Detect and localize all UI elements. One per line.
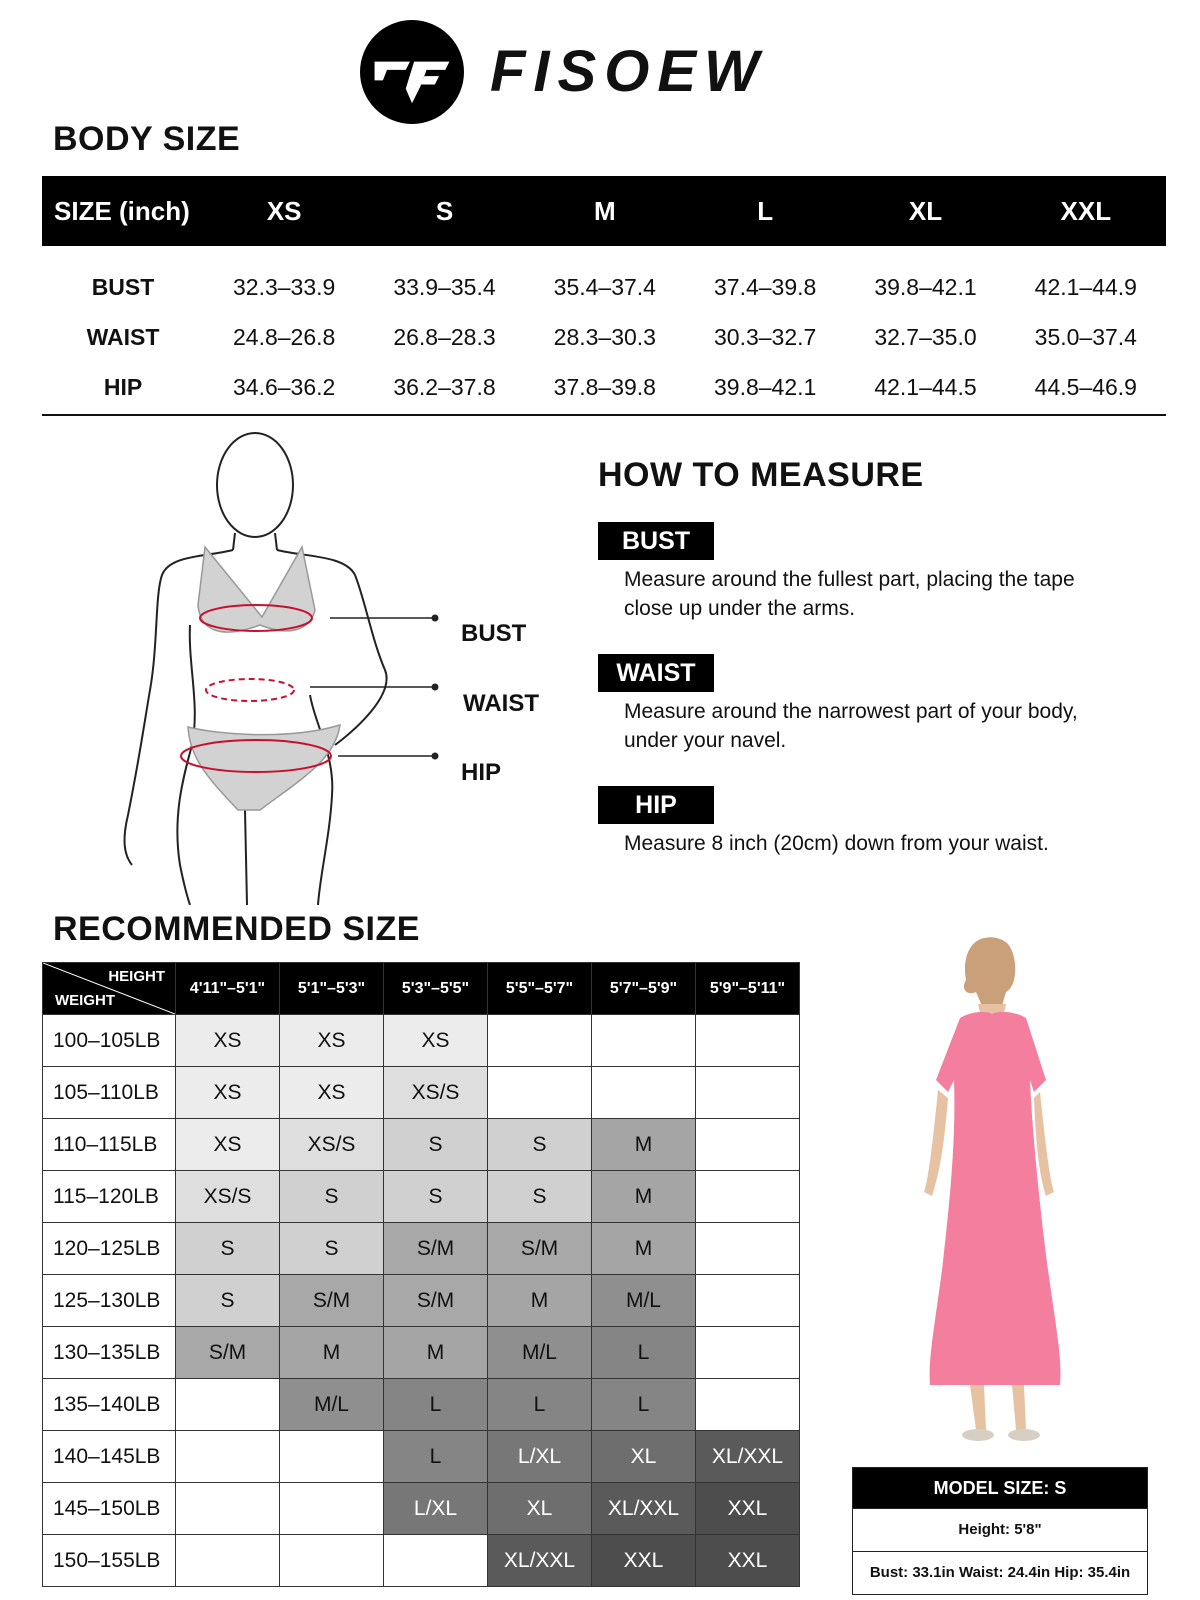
- recommended-size-cell: XL: [592, 1431, 696, 1483]
- measurement-label: WAIST: [86, 323, 160, 350]
- section-divider: [42, 414, 1166, 416]
- height-col: 5'9"–5'11": [696, 963, 800, 1015]
- measure-desc-hip: [624, 829, 1164, 858]
- recommended-size-cell: [696, 1119, 800, 1171]
- recommended-size-cell: XS: [280, 1015, 384, 1067]
- recommended-size-cell: [696, 1015, 800, 1067]
- height-col: 5'5"–5'7": [488, 963, 592, 1015]
- height-weight-corner: [43, 963, 176, 1015]
- measurement-value: 37.8–39.8: [553, 373, 656, 400]
- recommended-size-cell: L: [592, 1327, 696, 1379]
- weight-range: 115–120LB: [43, 1171, 176, 1223]
- recommended-size-cell: M: [592, 1119, 696, 1171]
- recommended-size-cell: [280, 1535, 384, 1587]
- recommended-size-cell: XS: [176, 1067, 280, 1119]
- recommended-size-cell: S/M: [176, 1327, 280, 1379]
- recommended-size-cell: L/XL: [488, 1431, 592, 1483]
- recommended-size-cell: [280, 1431, 384, 1483]
- table-row: [43, 1327, 800, 1379]
- body-size-table: [42, 176, 1166, 412]
- recommended-size-cell: [176, 1379, 280, 1431]
- figure-label-waist: WAIST: [463, 690, 539, 717]
- recommended-size-cell: XL/XXL: [488, 1535, 592, 1587]
- recommended-size-cell: [696, 1379, 800, 1431]
- table-row: [43, 1067, 800, 1119]
- measure-tag-hip: HIP: [598, 786, 714, 824]
- recommended-size-cell: [488, 1067, 592, 1119]
- recommended-size-cell: XS/S: [280, 1119, 384, 1171]
- recommended-size-cell: XXL: [592, 1535, 696, 1587]
- table-row: [43, 1223, 800, 1275]
- weight-range: 125–130LB: [43, 1275, 176, 1327]
- measure-desc-bust-line2: close up under the arms.: [624, 597, 856, 620]
- measurement-value: 34.6–36.2: [233, 373, 336, 400]
- size-col-m: M: [525, 176, 685, 246]
- measurement-label: HIP: [103, 373, 143, 400]
- measure-tag-waist: WAIST: [598, 654, 714, 692]
- table-row: [43, 1119, 800, 1171]
- recommended-size-cell: XS: [176, 1015, 280, 1067]
- recommended-size-cell: M: [280, 1327, 384, 1379]
- size-col-xxl: XXL: [1006, 176, 1166, 246]
- size-header-label: SIZE (inch): [42, 176, 204, 246]
- measurement-value: 26.8–28.3: [393, 323, 496, 350]
- measure-desc-bust-line1: Measure around the fullest part, placing the tape: [624, 568, 1075, 591]
- recommended-header-row: [43, 963, 800, 1015]
- recommended-size-cell: L: [384, 1431, 488, 1483]
- weight-range: 150–155LB: [43, 1535, 176, 1587]
- recommended-size-cell: XS: [280, 1067, 384, 1119]
- body-size-row-bust: [42, 246, 1166, 312]
- height-col: 5'1"–5'3": [280, 963, 384, 1015]
- recommended-size-cell: [488, 1015, 592, 1067]
- table-row: [43, 1171, 800, 1223]
- measure-desc-waist-line1: Measure around the narrowest part of your body,: [624, 700, 1078, 723]
- corner-weight-label: WEIGHT: [55, 992, 115, 1009]
- recommended-size-cell: S: [280, 1223, 384, 1275]
- model-size-label: MODEL SIZE: S: [853, 1468, 1147, 1508]
- measurement-value: 39.8–42.1: [874, 273, 977, 300]
- measurement-value: 24.8–26.8: [233, 323, 336, 350]
- recommended-size-cell: S/M: [384, 1275, 488, 1327]
- brand-name: FISOEW: [490, 39, 767, 104]
- recommended-size-cell: [592, 1015, 696, 1067]
- body-size-row-waist: [42, 312, 1166, 362]
- recommended-size-cell: XS/S: [176, 1171, 280, 1223]
- recommended-size-cell: L/XL: [384, 1483, 488, 1535]
- recommended-size-cell: [176, 1431, 280, 1483]
- weight-range: 145–150LB: [43, 1483, 176, 1535]
- body-size-header-row: [42, 176, 1166, 246]
- table-row: [43, 1431, 800, 1483]
- recommended-size-cell: [280, 1483, 384, 1535]
- table-row: [43, 1483, 800, 1535]
- recommended-size-cell: M: [592, 1171, 696, 1223]
- recommended-size-cell: L: [488, 1379, 592, 1431]
- size-col-xl: XL: [845, 176, 1005, 246]
- how-to-measure-title: HOW TO MEASURE: [598, 456, 924, 494]
- recommended-size-table: [42, 962, 800, 1587]
- recommended-size-cell: [696, 1171, 800, 1223]
- weight-range: 140–145LB: [43, 1431, 176, 1483]
- measurement-value: 42.1–44.5: [874, 373, 977, 400]
- recommended-size-cell: S/M: [384, 1223, 488, 1275]
- weight-range: 105–110LB: [43, 1067, 176, 1119]
- recommended-size-cell: XS/S: [384, 1067, 488, 1119]
- measurement-value: 37.4–39.8: [713, 273, 817, 300]
- table-row: [43, 1015, 800, 1067]
- recommended-size-cell: XL/XXL: [696, 1431, 800, 1483]
- recommended-size-cell: S/M: [280, 1275, 384, 1327]
- measurement-value: 35.4–37.4: [553, 273, 656, 300]
- recommended-size-title: RECOMMENDED SIZE: [53, 910, 420, 948]
- measurement-value: 30.3–32.7: [713, 323, 817, 350]
- recommended-size-cell: L: [384, 1379, 488, 1431]
- body-size-title: BODY SIZE: [53, 120, 241, 158]
- size-col-l: L: [685, 176, 845, 246]
- measure-tag-bust: BUST: [598, 522, 714, 560]
- measurement-value: 28.3–30.3: [553, 323, 656, 350]
- weight-range: 110–115LB: [43, 1119, 176, 1171]
- figure-label-hip: HIP: [461, 759, 502, 786]
- recommended-size-cell: M: [384, 1327, 488, 1379]
- recommended-size-cell: XL/XXL: [592, 1483, 696, 1535]
- measurement-value: 32.7–35.0: [874, 323, 977, 350]
- height-col: 4'11"–5'1": [176, 963, 280, 1015]
- recommended-size-cell: S: [384, 1119, 488, 1171]
- recommended-size-cell: M: [488, 1275, 592, 1327]
- recommended-size-cell: XXL: [696, 1535, 800, 1587]
- weight-range: 130–135LB: [43, 1327, 176, 1379]
- measurement-value: 44.5–46.9: [1034, 373, 1137, 400]
- body-size-row-hip: [42, 362, 1166, 412]
- measurement-value: 35.0–37.4: [1034, 323, 1137, 350]
- recommended-size-cell: [384, 1535, 488, 1587]
- recommended-size-cell: [696, 1223, 800, 1275]
- recommended-size-cell: [176, 1483, 280, 1535]
- model-height: Height: 5'8": [853, 1508, 1147, 1551]
- recommended-size-cell: XL: [488, 1483, 592, 1535]
- measure-desc-waist-line2: under your navel.: [624, 729, 787, 752]
- recommended-size-cell: S: [384, 1171, 488, 1223]
- measurement-value: 32.3–33.9: [233, 273, 336, 300]
- measurement-value: 39.8–42.1: [713, 373, 817, 400]
- measurement-value: 33.9–35.4: [393, 273, 496, 300]
- recommended-size-cell: S: [280, 1171, 384, 1223]
- recommended-size-cell: M/L: [488, 1327, 592, 1379]
- weight-range: 135–140LB: [43, 1379, 176, 1431]
- model-size-box: [852, 1467, 1148, 1595]
- recommended-size-cell: XXL: [696, 1483, 800, 1535]
- measurement-value: 36.2–37.8: [393, 373, 496, 400]
- measure-desc-hip-line1: Measure 8 inch (20cm) down from your waist.: [624, 832, 1049, 855]
- recommended-size-cell: [592, 1067, 696, 1119]
- recommended-size-cell: S/M: [488, 1223, 592, 1275]
- table-row: [43, 1275, 800, 1327]
- measurement-label: BUST: [91, 273, 155, 300]
- model-photo: [890, 930, 1100, 1460]
- recommended-size-cell: L: [592, 1379, 696, 1431]
- recommended-size-cell: M/L: [592, 1275, 696, 1327]
- weight-range: 120–125LB: [43, 1223, 176, 1275]
- fisoew-logo-icon: [360, 20, 464, 124]
- body-figure-illustration: [110, 425, 450, 905]
- recommended-size-cell: S: [488, 1171, 592, 1223]
- recommended-size-cell: S: [176, 1223, 280, 1275]
- size-col-s: S: [364, 176, 524, 246]
- measurement-value: 42.1–44.9: [1034, 273, 1137, 300]
- height-col: 5'7"–5'9": [592, 963, 696, 1015]
- recommended-size-cell: XS: [384, 1015, 488, 1067]
- recommended-size-cell: S: [176, 1275, 280, 1327]
- recommended-size-cell: [696, 1067, 800, 1119]
- figure-label-bust: BUST: [461, 620, 527, 647]
- size-col-xs: XS: [204, 176, 364, 246]
- recommended-size-cell: [176, 1535, 280, 1587]
- recommended-size-cell: [696, 1327, 800, 1379]
- measure-desc-waist: [624, 697, 1164, 755]
- table-row: [43, 1379, 800, 1431]
- height-col: 5'3"–5'5": [384, 963, 488, 1015]
- recommended-size-cell: XS: [176, 1119, 280, 1171]
- table-row: [43, 1535, 800, 1587]
- recommended-size-cell: M: [592, 1223, 696, 1275]
- model-figure: [924, 937, 1061, 1441]
- measure-desc-bust: [624, 565, 1164, 623]
- corner-height-label: HEIGHT: [108, 968, 165, 985]
- recommended-size-cell: [696, 1275, 800, 1327]
- model-measurements: Bust: 33.1in Waist: 24.4in Hip: 35.4in: [853, 1551, 1147, 1594]
- recommended-size-cell: M/L: [280, 1379, 384, 1431]
- weight-range: 100–105LB: [43, 1015, 176, 1067]
- recommended-size-cell: S: [488, 1119, 592, 1171]
